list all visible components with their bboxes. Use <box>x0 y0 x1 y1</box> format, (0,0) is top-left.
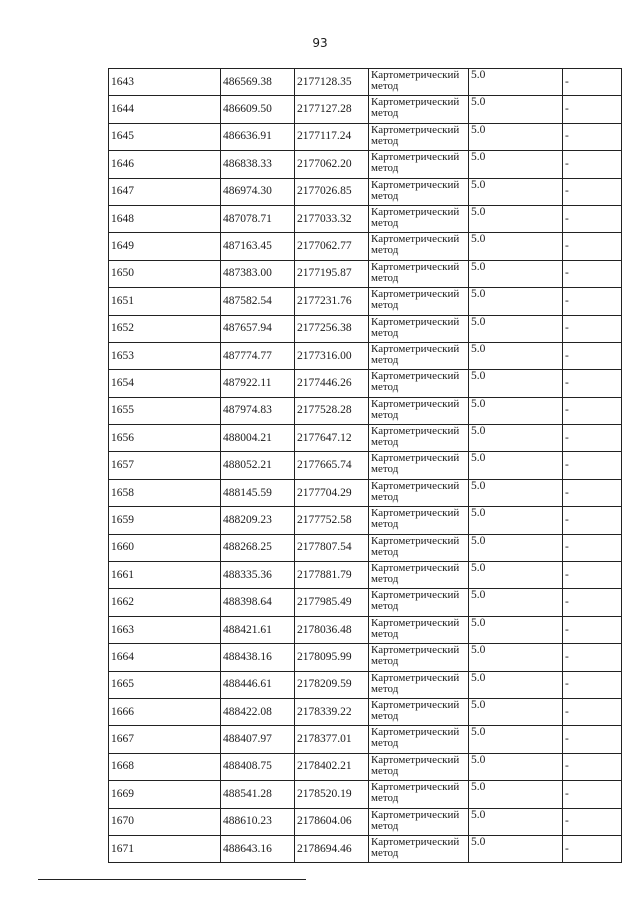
accuracy-cell: 5.0 <box>469 288 563 315</box>
table-row <box>109 835 622 862</box>
accuracy-cell: 5.0 <box>469 260 563 287</box>
description-cell: - <box>563 178 622 205</box>
accuracy-cell: 5.0 <box>469 205 563 232</box>
method-cell: Картометрический метод <box>369 781 469 808</box>
description-cell: - <box>563 205 622 232</box>
description-cell: - <box>563 233 622 260</box>
table-row <box>109 534 622 561</box>
x-coordinate-cell: 488438.16 <box>221 644 295 671</box>
point-number-cell: 1656 <box>109 425 221 452</box>
table-row <box>109 562 622 589</box>
accuracy-cell: 5.0 <box>469 644 563 671</box>
description-cell: - <box>563 479 622 506</box>
table-row <box>109 726 622 753</box>
x-coordinate-cell: 488145.59 <box>221 479 295 506</box>
method-cell: Картометрический метод <box>369 753 469 780</box>
description-cell: - <box>563 69 622 96</box>
accuracy-cell: 5.0 <box>469 479 563 506</box>
x-coordinate-cell: 487922.11 <box>221 370 295 397</box>
y-coordinate-cell: 2178209.59 <box>295 671 369 698</box>
method-cell: Картометрический метод <box>369 726 469 753</box>
x-coordinate-cell: 488446.61 <box>221 671 295 698</box>
method-cell: Картометрический метод <box>369 205 469 232</box>
table-row <box>109 616 622 643</box>
point-number-cell: 1651 <box>109 288 221 315</box>
method-cell: Картометрический метод <box>369 671 469 698</box>
accuracy-cell: 5.0 <box>469 123 563 150</box>
x-coordinate-cell: 488421.61 <box>221 616 295 643</box>
method-cell: Картометрический метод <box>369 233 469 260</box>
point-number-cell: 1648 <box>109 205 221 232</box>
x-coordinate-cell: 487582.54 <box>221 288 295 315</box>
accuracy-cell: 5.0 <box>469 753 563 780</box>
point-number-cell: 1653 <box>109 342 221 369</box>
accuracy-cell: 5.0 <box>469 534 563 561</box>
y-coordinate-cell: 2177195.87 <box>295 260 369 287</box>
table-row <box>109 808 622 835</box>
x-coordinate-cell: 488610.23 <box>221 808 295 835</box>
table-row <box>109 315 622 342</box>
description-cell: - <box>563 342 622 369</box>
y-coordinate-cell: 2178095.99 <box>295 644 369 671</box>
y-coordinate-cell: 2177528.28 <box>295 397 369 424</box>
x-coordinate-cell: 487974.83 <box>221 397 295 424</box>
y-coordinate-cell: 2177062.77 <box>295 233 369 260</box>
y-coordinate-cell: 2177117.24 <box>295 123 369 150</box>
x-coordinate-cell: 487078.71 <box>221 205 295 232</box>
x-coordinate-cell: 486569.38 <box>221 69 295 96</box>
description-cell: - <box>563 151 622 178</box>
y-coordinate-cell: 2177127.28 <box>295 96 369 123</box>
description-cell: - <box>563 96 622 123</box>
x-coordinate-cell: 488407.97 <box>221 726 295 753</box>
description-cell: - <box>563 808 622 835</box>
point-number-cell: 1671 <box>109 835 221 862</box>
point-number-cell: 1647 <box>109 178 221 205</box>
table-row <box>109 96 622 123</box>
method-cell: Картометрический метод <box>369 315 469 342</box>
accuracy-cell: 5.0 <box>469 616 563 643</box>
y-coordinate-cell: 2177881.79 <box>295 562 369 589</box>
y-coordinate-cell: 2177062.20 <box>295 151 369 178</box>
description-cell: - <box>563 616 622 643</box>
method-cell: Картометрический метод <box>369 616 469 643</box>
y-coordinate-cell: 2177256.38 <box>295 315 369 342</box>
description-cell: - <box>563 644 622 671</box>
point-number-cell: 1666 <box>109 698 221 725</box>
point-number-cell: 1665 <box>109 671 221 698</box>
description-cell: - <box>563 370 622 397</box>
method-cell: Картометрический метод <box>369 534 469 561</box>
point-number-cell: 1649 <box>109 233 221 260</box>
accuracy-cell: 5.0 <box>469 589 563 616</box>
accuracy-cell: 5.0 <box>469 726 563 753</box>
accuracy-cell: 5.0 <box>469 507 563 534</box>
accuracy-cell: 5.0 <box>469 178 563 205</box>
method-cell: Картометрический метод <box>369 178 469 205</box>
y-coordinate-cell: 2177647.12 <box>295 425 369 452</box>
point-number-cell: 1643 <box>109 69 221 96</box>
accuracy-cell: 5.0 <box>469 96 563 123</box>
method-cell: Картометрический метод <box>369 808 469 835</box>
coordinates-table <box>108 68 622 863</box>
x-coordinate-cell: 487774.77 <box>221 342 295 369</box>
x-coordinate-cell: 487657.94 <box>221 315 295 342</box>
table-row <box>109 260 622 287</box>
table-row <box>109 397 622 424</box>
table-row <box>109 507 622 534</box>
table-row <box>109 425 622 452</box>
point-number-cell: 1670 <box>109 808 221 835</box>
y-coordinate-cell: 2177316.00 <box>295 342 369 369</box>
accuracy-cell: 5.0 <box>469 781 563 808</box>
description-cell: - <box>563 534 622 561</box>
description-cell: - <box>563 753 622 780</box>
y-coordinate-cell: 2178402.21 <box>295 753 369 780</box>
x-coordinate-cell: 488004.21 <box>221 425 295 452</box>
description-cell: - <box>563 507 622 534</box>
y-coordinate-cell: 2177752.58 <box>295 507 369 534</box>
y-coordinate-cell: 2177033.32 <box>295 205 369 232</box>
point-number-cell: 1654 <box>109 370 221 397</box>
method-cell: Картометрический метод <box>369 835 469 862</box>
method-cell: Картометрический метод <box>369 260 469 287</box>
table-row <box>109 644 622 671</box>
table-row <box>109 178 622 205</box>
x-coordinate-cell: 486636.91 <box>221 123 295 150</box>
description-cell: - <box>563 671 622 698</box>
table-row <box>109 123 622 150</box>
method-cell: Картометрический метод <box>369 342 469 369</box>
table-row <box>109 452 622 479</box>
table-body <box>109 69 622 863</box>
x-coordinate-cell: 486609.50 <box>221 96 295 123</box>
y-coordinate-cell: 2178520.19 <box>295 781 369 808</box>
x-coordinate-cell: 488398.64 <box>221 589 295 616</box>
x-coordinate-cell: 488422.08 <box>221 698 295 725</box>
accuracy-cell: 5.0 <box>469 370 563 397</box>
method-cell: Картометрический метод <box>369 370 469 397</box>
table-row <box>109 69 622 96</box>
accuracy-cell: 5.0 <box>469 452 563 479</box>
point-number-cell: 1668 <box>109 753 221 780</box>
accuracy-cell: 5.0 <box>469 342 563 369</box>
point-number-cell: 1669 <box>109 781 221 808</box>
page-number: 93 <box>312 36 328 50</box>
x-coordinate-cell: 488209.23 <box>221 507 295 534</box>
method-cell: Картометрический метод <box>369 425 469 452</box>
method-cell: Картометрический метод <box>369 397 469 424</box>
y-coordinate-cell: 2177665.74 <box>295 452 369 479</box>
description-cell: - <box>563 315 622 342</box>
y-coordinate-cell: 2177807.54 <box>295 534 369 561</box>
x-coordinate-cell: 488541.28 <box>221 781 295 808</box>
point-number-cell: 1659 <box>109 507 221 534</box>
table-row <box>109 589 622 616</box>
point-number-cell: 1657 <box>109 452 221 479</box>
description-cell: - <box>563 835 622 862</box>
description-cell: - <box>563 452 622 479</box>
table-row <box>109 151 622 178</box>
accuracy-cell: 5.0 <box>469 835 563 862</box>
footnote-separator <box>38 879 306 880</box>
table-row <box>109 753 622 780</box>
point-number-cell: 1650 <box>109 260 221 287</box>
accuracy-cell: 5.0 <box>469 808 563 835</box>
table-row <box>109 370 622 397</box>
accuracy-cell: 5.0 <box>469 69 563 96</box>
accuracy-cell: 5.0 <box>469 562 563 589</box>
y-coordinate-cell: 2177704.29 <box>295 479 369 506</box>
y-coordinate-cell: 2177985.49 <box>295 589 369 616</box>
description-cell: - <box>563 726 622 753</box>
method-cell: Картометрический метод <box>369 589 469 616</box>
accuracy-cell: 5.0 <box>469 425 563 452</box>
table-row <box>109 288 622 315</box>
x-coordinate-cell: 487383.00 <box>221 260 295 287</box>
y-coordinate-cell: 2177446.26 <box>295 370 369 397</box>
table-row <box>109 781 622 808</box>
table-row <box>109 671 622 698</box>
y-coordinate-cell: 2178377.01 <box>295 726 369 753</box>
description-cell: - <box>563 589 622 616</box>
method-cell: Картометрический метод <box>369 562 469 589</box>
description-cell: - <box>563 425 622 452</box>
method-cell: Картометрический метод <box>369 96 469 123</box>
description-cell: - <box>563 123 622 150</box>
x-coordinate-cell: 488052.21 <box>221 452 295 479</box>
method-cell: Картометрический метод <box>369 151 469 178</box>
method-cell: Картометрический метод <box>369 644 469 671</box>
accuracy-cell: 5.0 <box>469 233 563 260</box>
x-coordinate-cell: 488408.75 <box>221 753 295 780</box>
method-cell: Картометрический метод <box>369 288 469 315</box>
point-number-cell: 1652 <box>109 315 221 342</box>
point-number-cell: 1646 <box>109 151 221 178</box>
point-number-cell: 1645 <box>109 123 221 150</box>
description-cell: - <box>563 698 622 725</box>
table-row <box>109 342 622 369</box>
point-number-cell: 1663 <box>109 616 221 643</box>
point-number-cell: 1655 <box>109 397 221 424</box>
point-number-cell: 1664 <box>109 644 221 671</box>
x-coordinate-cell: 487163.45 <box>221 233 295 260</box>
accuracy-cell: 5.0 <box>469 315 563 342</box>
table-row <box>109 698 622 725</box>
x-coordinate-cell: 488268.25 <box>221 534 295 561</box>
point-number-cell: 1660 <box>109 534 221 561</box>
description-cell: - <box>563 397 622 424</box>
y-coordinate-cell: 2178604.06 <box>295 808 369 835</box>
table-row <box>109 205 622 232</box>
method-cell: Картометрический метод <box>369 479 469 506</box>
point-number-cell: 1667 <box>109 726 221 753</box>
x-coordinate-cell: 486974.30 <box>221 178 295 205</box>
description-cell: - <box>563 288 622 315</box>
y-coordinate-cell: 2177128.35 <box>295 69 369 96</box>
table-row <box>109 479 622 506</box>
description-cell: - <box>563 562 622 589</box>
accuracy-cell: 5.0 <box>469 671 563 698</box>
point-number-cell: 1658 <box>109 479 221 506</box>
method-cell: Картометрический метод <box>369 123 469 150</box>
method-cell: Картометрический метод <box>369 452 469 479</box>
point-number-cell: 1662 <box>109 589 221 616</box>
accuracy-cell: 5.0 <box>469 698 563 725</box>
accuracy-cell: 5.0 <box>469 151 563 178</box>
point-number-cell: 1644 <box>109 96 221 123</box>
table-row <box>109 233 622 260</box>
x-coordinate-cell: 488643.16 <box>221 835 295 862</box>
method-cell: Картометрический метод <box>369 69 469 96</box>
y-coordinate-cell: 2177231.76 <box>295 288 369 315</box>
y-coordinate-cell: 2178036.48 <box>295 616 369 643</box>
y-coordinate-cell: 2177026.85 <box>295 178 369 205</box>
point-number-cell: 1661 <box>109 562 221 589</box>
y-coordinate-cell: 2178694.46 <box>295 835 369 862</box>
x-coordinate-cell: 488335.36 <box>221 562 295 589</box>
method-cell: Картометрический метод <box>369 507 469 534</box>
y-coordinate-cell: 2178339.22 <box>295 698 369 725</box>
method-cell: Картометрический метод <box>369 698 469 725</box>
description-cell: - <box>563 781 622 808</box>
accuracy-cell: 5.0 <box>469 397 563 424</box>
description-cell: - <box>563 260 622 287</box>
x-coordinate-cell: 486838.33 <box>221 151 295 178</box>
